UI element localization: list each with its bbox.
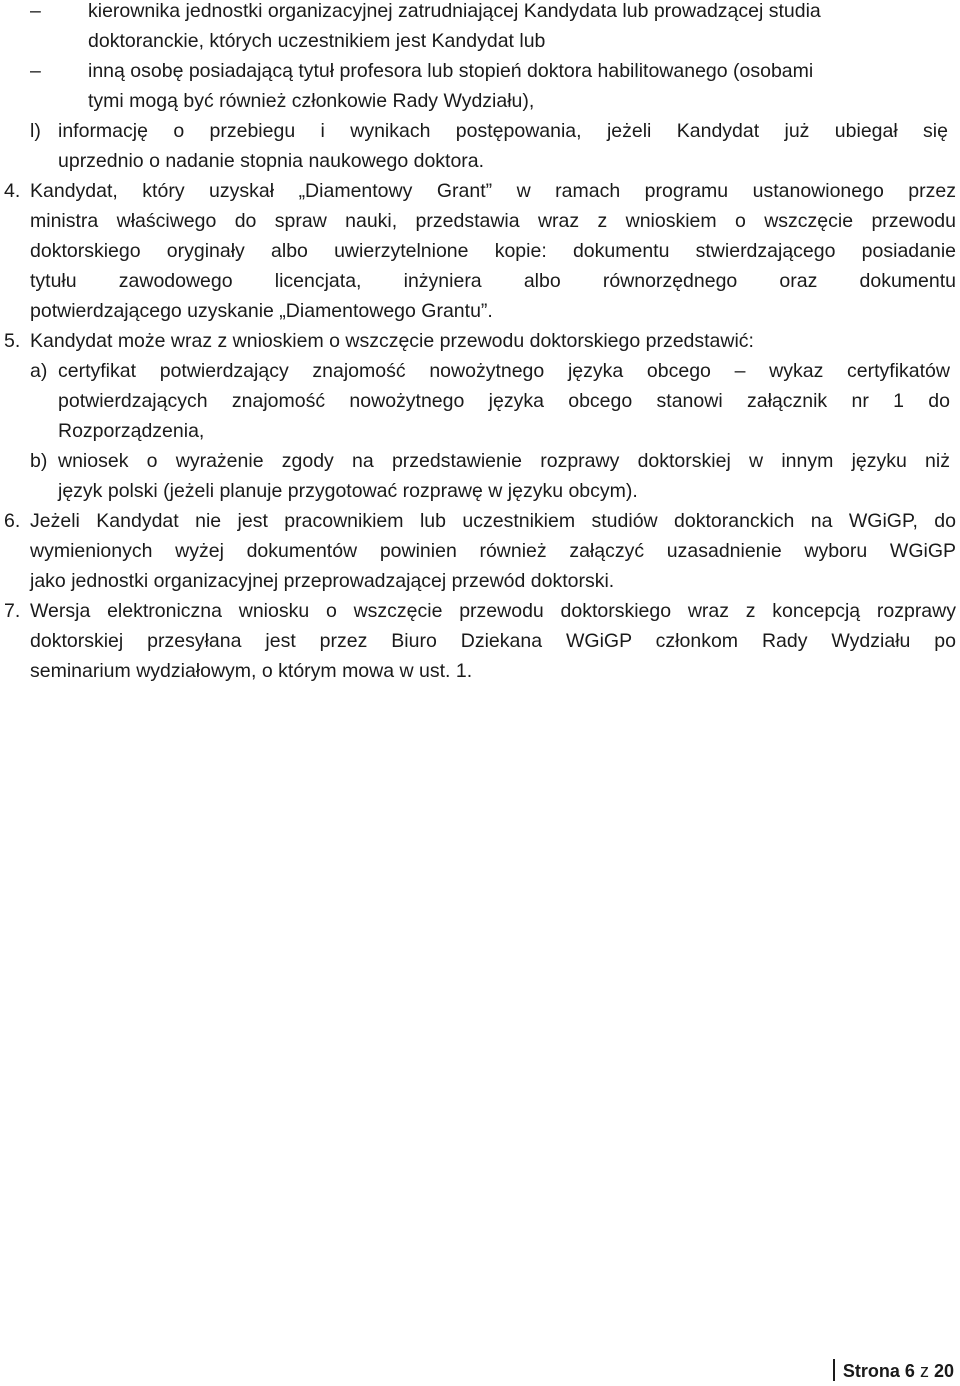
dash-bullet: – [30, 60, 41, 82]
text-line: ministra właściwego do spraw nauki, przedstawia wraz z wnioskiem o wszczęcie przewodu [30, 210, 956, 232]
text-line: inną osobę posiadającą tytuł profesora lub stopień doktora habilitowanego (osobami [88, 60, 814, 82]
text-line: seminarium wydziałowym, o którym mowa w ust. 1. [30, 660, 473, 682]
text-line: wymienionych wyżej dokumentów powinien również załączyć uzasadnienie wyboru WGiGP [30, 540, 956, 562]
text-line: uprzednio o nadanie stopnia naukowego doktora. [58, 150, 485, 172]
text-line: Jeżeli Kandydat nie jest pracownikiem lub uczestnikiem studiów doktoranckich na WGiGP, do [30, 510, 956, 532]
list-marker: 6. [4, 510, 21, 532]
footer-sep: z [919, 1361, 929, 1381]
text-line: Rozporządzenia, [58, 420, 205, 442]
text-line: Wersja elektroniczna wniosku o wszczęcie przewodu doktorskiego wraz z koncepcją rozprawy [30, 600, 956, 622]
list-marker: l) [30, 120, 41, 142]
text-line: jako jednostki organizacyjnej przeprowadzającej przewód doktorski. [30, 570, 615, 592]
list-marker: 4. [4, 180, 21, 202]
text-line: Kandydat może wraz z wnioskiem o wszczęcie przewodu doktorskiego przedstawić: [30, 330, 754, 352]
text-line: tymi mogą być również członkowie Rady Wydziału), [88, 90, 535, 112]
text-line: doktorskiego oryginały albo uwierzytelnione kopie: dokumentu stwierdzającego posiadanie [30, 240, 956, 262]
list-marker: a) [30, 360, 48, 382]
text-line: doktorskiej przesyłana jest przez Biuro Dziekana WGiGP członkom Rady Wydziału po [30, 630, 956, 652]
list-marker: 5. [4, 330, 21, 352]
list-marker: b) [30, 450, 48, 472]
text-line: informację o przebiegu i wynikach postępowania, jeżeli Kandydat już ubiegał się [58, 120, 948, 142]
text-line: język polski (jeżeli planuje przygotować rozprawę w języku obcym). [58, 480, 638, 502]
list-marker: 7. [4, 600, 21, 622]
text-line: potwierdzających znajomość nowożytnego języka obcego stanowi załącznik nr 1 do [58, 390, 950, 412]
footer-label: Strona [842, 1361, 900, 1381]
page-number: 6 [904, 1361, 915, 1381]
text-line: wniosek o wyrażenie zgody na przedstawienie rozprawy doktorskiej w innym języku niż [58, 450, 950, 472]
text-line: kierownika jednostki organizacyjnej zatrudniającej Kandydata lub prowadzącej studia [88, 0, 821, 22]
dash-bullet: – [30, 0, 41, 22]
page-footer [833, 1358, 954, 1384]
text-line: tytułu zawodowego licencjata, inżyniera albo równorzędnego oraz dokumentu [30, 270, 956, 292]
text-line: doktoranckie, których uczestnikiem jest Kandydat lub [88, 30, 546, 52]
text-line: certyfikat potwierdzający znajomość nowożytnego języka obcego – wykaz certyfikatów [58, 360, 950, 382]
text-line: Kandydat, który uzyskał „Diamentowy Grant” w ramach programu ustanowionego przez [30, 180, 956, 202]
footer-divider [833, 1359, 835, 1381]
text-line: potwierdzającego uzyskanie „Diamentowego Grantu”. [30, 300, 493, 322]
page-total: 20 [933, 1361, 954, 1381]
